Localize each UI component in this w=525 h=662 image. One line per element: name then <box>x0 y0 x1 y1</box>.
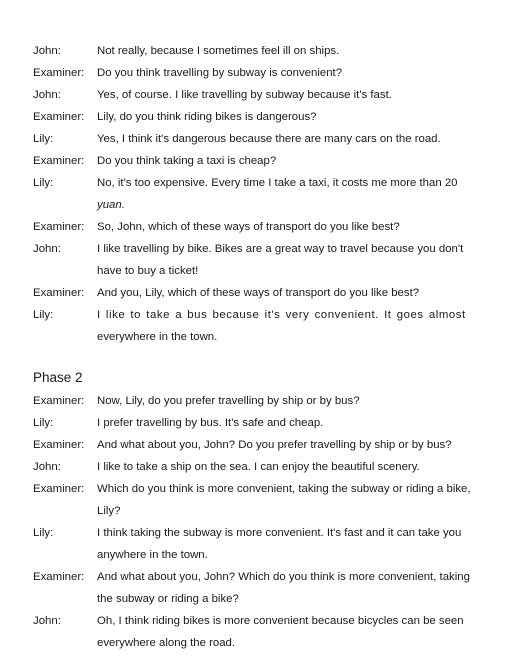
dialogue-line <box>0 216 525 238</box>
speaker-label: Lily: <box>33 177 54 189</box>
utterance-text: Do you think travelling by subway is convenient? <box>97 67 343 79</box>
speaker-label: Examiner: <box>33 221 85 233</box>
speaker-label: Examiner: <box>33 111 85 123</box>
speaker-label: Examiner: <box>33 571 85 583</box>
dialogue-line <box>0 150 525 172</box>
dialogue-line <box>0 390 525 412</box>
utterance-text-continued: yuan. <box>97 199 125 211</box>
speaker-label: Examiner: <box>33 439 85 451</box>
dialogue-section-2 <box>0 390 525 654</box>
dialogue-line-continuation <box>0 326 525 348</box>
dialogue-line-continuation <box>0 588 525 610</box>
utterance-text: Do you think taking a taxi is cheap? <box>97 155 277 167</box>
speaker-label: Examiner: <box>33 483 85 495</box>
dialogue-line <box>0 282 525 304</box>
dialogue-line <box>0 62 525 84</box>
speaker-label: John: <box>33 243 61 255</box>
speaker-label: John: <box>33 45 61 57</box>
utterance-text-continued: Lily? <box>97 505 121 517</box>
speaker-label: Lily: <box>33 527 54 539</box>
utterance-text: Now, Lily, do you prefer travelling by ship or by bus? <box>97 395 360 407</box>
dialogue-line <box>0 172 525 194</box>
utterance-text: And you, Lily, which of these ways of transport do you like best? <box>97 287 420 299</box>
utterance-text: I prefer travelling by bus. It's safe and cheap. <box>97 417 324 429</box>
speaker-label: Examiner: <box>33 155 85 167</box>
utterance-text: Oh, I think riding bikes is more convenient because bicycles can be seen <box>97 615 464 627</box>
utterance-text-continued: have to buy a ticket! <box>97 265 199 277</box>
speaker-label: John: <box>33 89 61 101</box>
dialogue-line <box>0 106 525 128</box>
utterance-text-continued: everywhere in the town. <box>97 331 218 343</box>
utterance-text: Yes, of course. I like travelling by subway because it's fast. <box>97 89 392 101</box>
dialogue-line <box>0 304 525 326</box>
dialogue-line <box>0 610 525 632</box>
dialogue-line-continuation <box>0 632 525 654</box>
utterance-text-continued: everywhere along the road. <box>97 637 236 649</box>
utterance-text: I like travelling by bike. Bikes are a great way to travel because you don't <box>97 243 464 255</box>
speaker-label: Examiner: <box>33 395 85 407</box>
dialogue-line <box>0 40 525 62</box>
section-heading: Phase 2 <box>33 370 83 385</box>
dialogue-line <box>0 566 525 588</box>
speaker-label: Lily: <box>33 309 54 321</box>
dialogue-line <box>0 412 525 434</box>
utterance-text: Lily, do you think riding bikes is dangerous? <box>97 111 317 123</box>
utterance-text: I like to take a bus because it's very convenient. It goes almost <box>97 309 466 321</box>
utterance-text: Which do you think is more convenient, taking the subway or riding a bike, <box>97 483 471 495</box>
dialogue-line <box>0 478 525 500</box>
dialogue-line-continuation <box>0 260 525 282</box>
speaker-label: Examiner: <box>33 67 85 79</box>
speaker-label: John: <box>33 615 61 627</box>
utterance-text: So, John, which of these ways of transport do you like best? <box>97 221 400 233</box>
utterance-text: And what about you, John? Which do you think is more convenient, taking <box>97 571 470 583</box>
utterance-text: No, it's too expensive. Every time I take a taxi, it costs me more than 20 <box>97 177 458 189</box>
dialogue-line <box>0 238 525 260</box>
dialogue-line <box>0 128 525 150</box>
speaker-label: Lily: <box>33 417 54 429</box>
utterance-text-continued: anywhere in the town. <box>97 549 208 561</box>
dialogue-line <box>0 456 525 478</box>
utterance-text: And what about you, John? Do you prefer travelling by ship or by bus? <box>97 439 452 451</box>
dialogue-line-continuation <box>0 194 525 216</box>
speaker-label: John: <box>33 461 61 473</box>
dialogue-line <box>0 84 525 106</box>
dialogue-line <box>0 434 525 456</box>
dialogue-line-continuation <box>0 500 525 522</box>
utterance-text: I like to take a ship on the sea. I can enjoy the beautiful scenery. <box>97 461 420 473</box>
dialogue-section-1 <box>0 40 525 348</box>
utterance-text-continued: the subway or riding a bike? <box>97 593 239 605</box>
utterance-text: I think taking the subway is more convenient. It's fast and it can take you <box>97 527 462 539</box>
utterance-text: Yes, I think it's dangerous because there are many cars on the road. <box>97 133 441 145</box>
utterance-text: Not really, because I sometimes feel ill on ships. <box>97 45 340 57</box>
dialogue-line <box>0 522 525 544</box>
dialogue-line-continuation <box>0 544 525 566</box>
speaker-label: Examiner: <box>33 287 85 299</box>
speaker-label: Lily: <box>33 133 54 145</box>
